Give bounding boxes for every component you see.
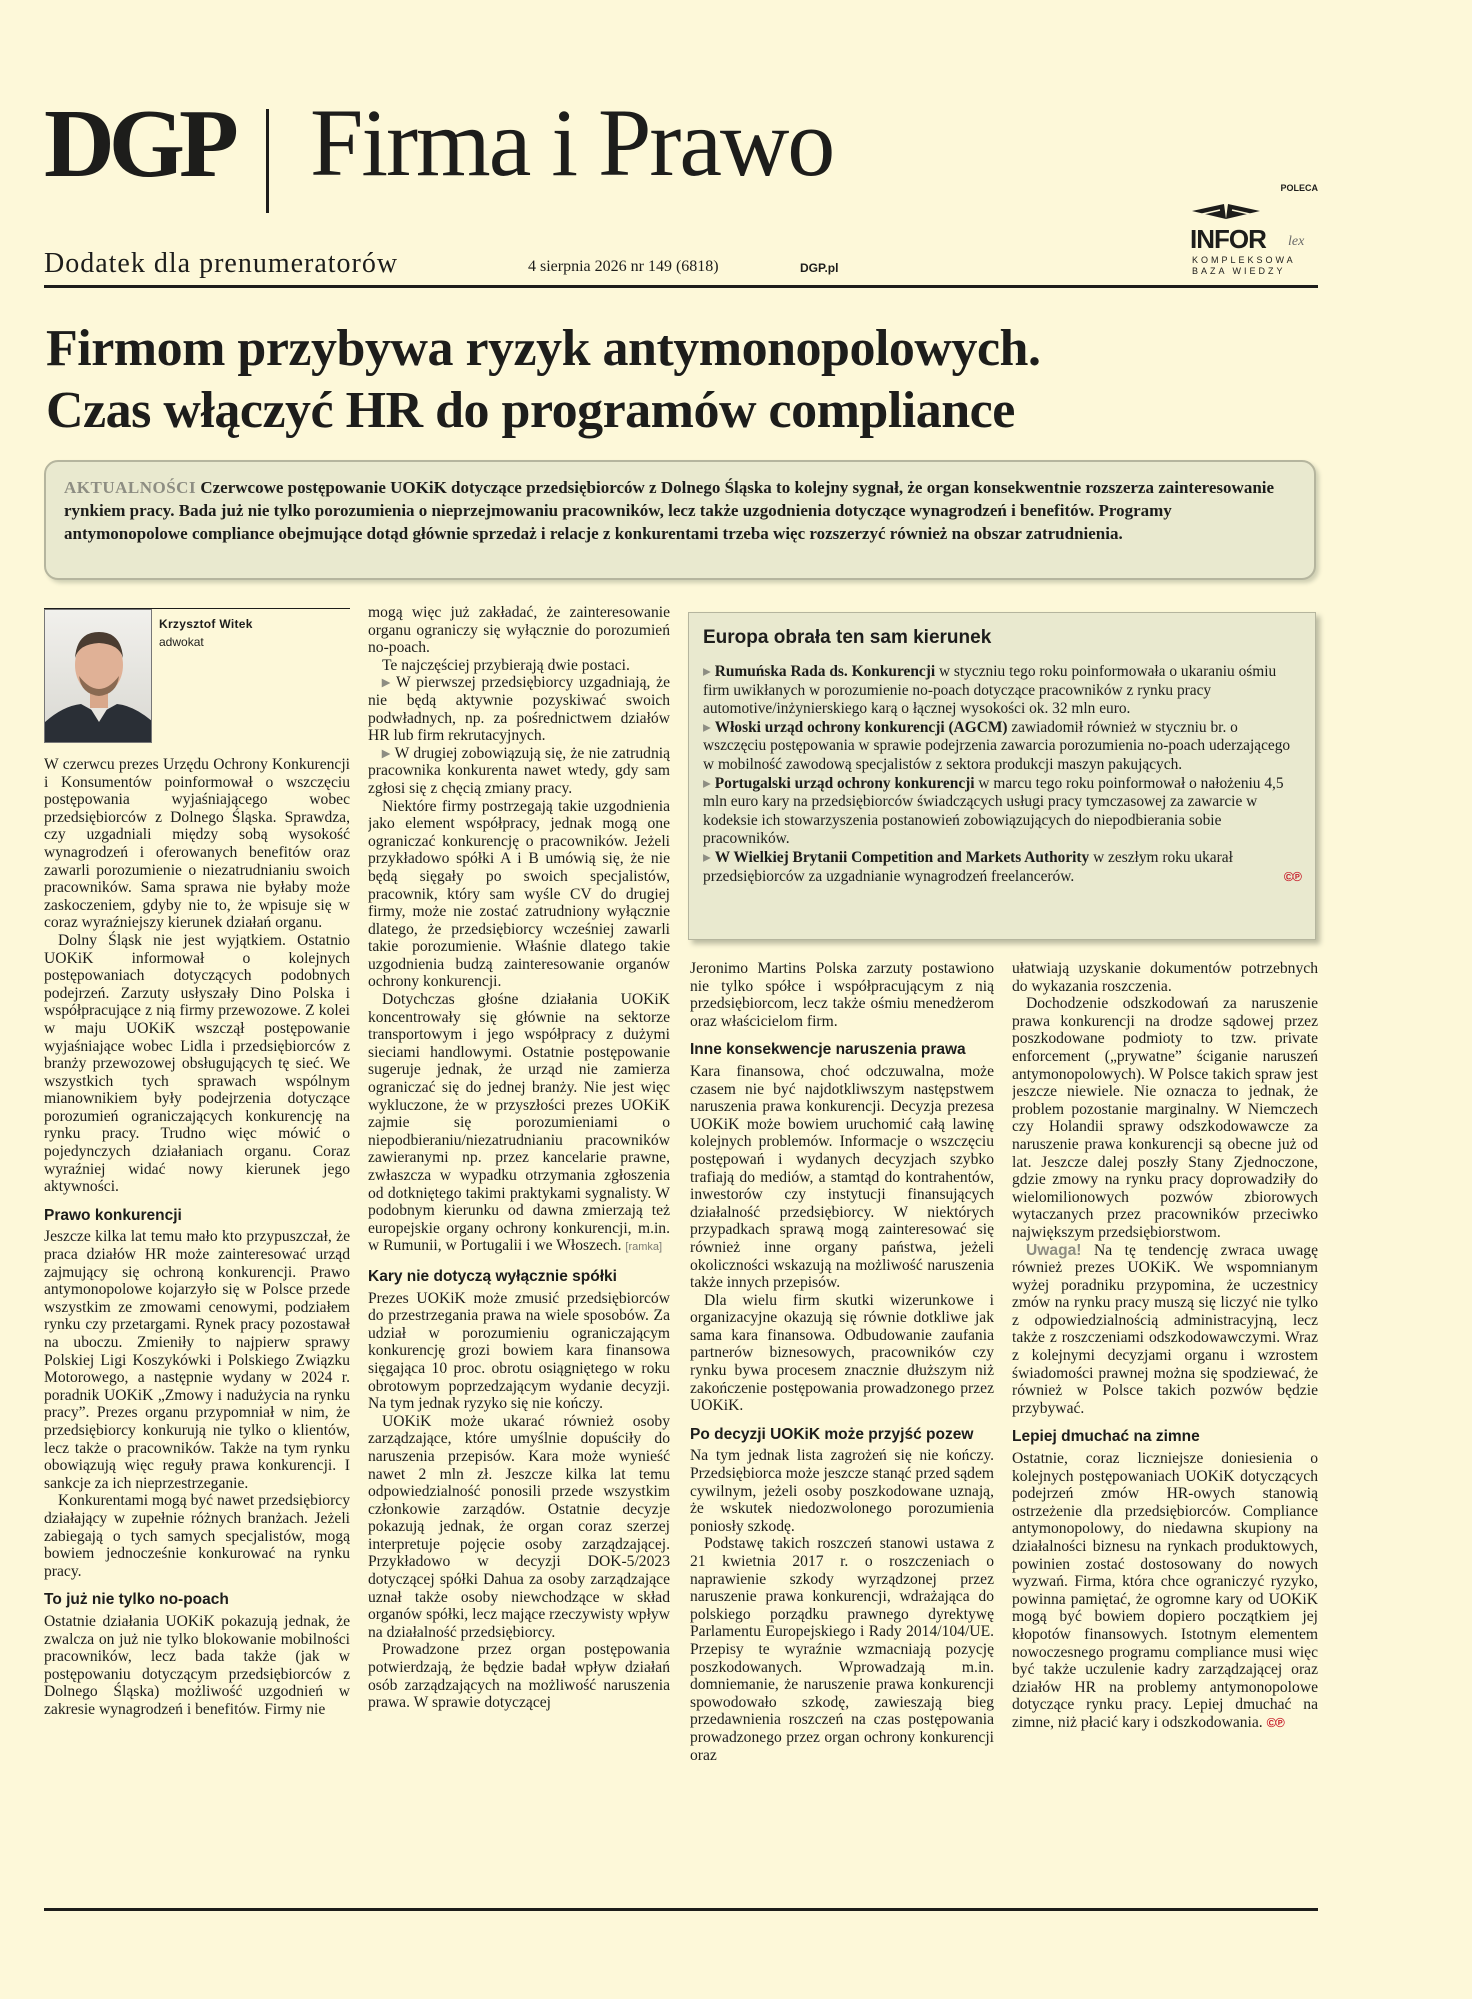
subheading: Prawo konkurencji <box>44 1206 182 1224</box>
paragraph: Ostatnie działania UOKiK pokazują jednak, że zwalcza on już nie tylko blokowanie mobilności pracowników, lecz bada także (jak w postępowaniu dotyczącym przedsiębiorców z Dolnego Śląska) możliwość uzgodnień w zakresie wynagrodzeń i benefitów. Firmy nie <box>44 1612 350 1718</box>
paragraph: Kara finansowa, choć odczuwalna, może czasem nie być najdotkliwszym następstwem naruszenia prawa konkurencji. Decyzja prezesa UOKiK może bowiem uruchomić całą lawinę kolejnych problemów. Informacje o wszczęciu postępowań i wydanych decyzjach szybko trafiają do mediów, a stamtąd do kontrahentów, inwestorów czy instytucji finansujących działalność przedsiębiorcy. W niektórych przypadkach sprawą mogą zainteresować się również inne organy państwa, jeżeli okoliczności wskazują na możliwość naruszenia także innych przepisów. <box>690 1062 994 1292</box>
paragraph: Podstawę takich roszczeń stanowi ustawa z 21 kwietnia 2017 r. o roszczeniach o naprawienie szkody wyrządzonej przez naruszenie prawa konkurencji, wdrażająca do polskiego porządku prawnego dyrektywę Parlamentu Europejskiego i Rady 2014/104/UE. Przepisy te wyraźnie wzmacniają pozycję poszkodowanych. Wprowadzają m.in. domniemanie, że naruszenie prawa konkurencji spowodowało szkodę, zawieszają bieg przedawnienia roszczeń na czas postępowania prowadzonego przez organ ochrony konkurencji oraz <box>690 1535 994 1764</box>
copyright-mark: ©℗ <box>1266 1714 1284 1730</box>
list-item <box>703 663 1301 719</box>
subheading: Po decyzji UOKiK może przyjść pozew <box>690 1425 974 1443</box>
section-title: Firma i Prawo <box>310 89 834 196</box>
author-role: adwokat <box>159 635 204 649</box>
lead-paragraph <box>64 476 1296 545</box>
headline-line-1: Firmom przybywa ryzyk antymonopolowych. <box>46 320 1041 377</box>
article-headline <box>46 318 1040 442</box>
paragraph: Jeszcze kilka lat temu mało kto przypuszczał, że praca działów HR może zainteresować urząd zajmujący się ochroną konkurencji. Prawo antymonopolowe kojarzyło się w Polsce przede wszystkim ze zmowami cenowymi, podziałem rynku czy przetargami. Rynek pracy pozostawał na uboczu. Zmieniły to najpierw sprawy Polskiej Ligi Koszykówki i Polskiego Związku Motorowego, a następnie wydany w 2024 r. poradnik UOKiK „Zmowy i nadużycia na rynku pracy”. Prezes organu przypomniał w nim, że przedsiębiorcy konkurują nie tylko o klientów, lecz także o pracowników. Także na tym rynku obowiązują więc reguły prawa konkurencji. I sankcje za ich nieprzestrzeganie. <box>44 1228 350 1492</box>
paragraph: Jeronimo Martins Polska zarzuty postawiono nie tylko spółce i współpracującym z nią przedsiębiorcom, lecz także ośmiu menedżerom oraz właścicielom firm. <box>690 960 994 1030</box>
article-column-3 <box>690 960 994 1902</box>
paragraph: Prowadzone przez organ postępowania potwierdzają, że będzie badał wpływ działań osób zarządzających na możliwość naruszenia prawa. W sprawie dotyczącej <box>368 1641 670 1712</box>
bullet-paragraph <box>368 745 670 798</box>
bullet-paragraph <box>368 674 670 744</box>
subheading: Kary nie dotyczą wyłącznie spółki <box>368 1267 617 1285</box>
masthead-rule <box>44 285 1318 288</box>
author-photo <box>44 609 152 743</box>
paragraph: Na tym jednak lista zagrożeń się nie kończy. Przedsiębiorca może jeszcze stanąć przed sądem cywilnym, jeżeli osoby poszkodowane uznają, że wskutek niedozwolonego porozumienia poniosły szkodę. <box>690 1447 994 1535</box>
list-item-text: zawiadomił również w styczniu br. o wszczęciu postępowania w sprawie podejrzenia zawarcia porozumienia no-poach uderzającego w mobilność zawodową specjalistów z sektora produkcji maszyn pakujących. <box>703 718 1291 773</box>
bullet-text: W drugiej zobowiązują się, że nie zatrudnią pracownika konkurenta nawet wtedy, gdy sam zgłosi się z chęcią zmiany pracy. <box>368 744 670 797</box>
list-item-lead: W Wielkiej Brytanii Competition and Markets Authority <box>714 848 1090 866</box>
author-block <box>44 608 350 743</box>
lead-text: Czerwcowe postępowanie UOKiK dotyczące przedsiębiorców z Dolnego Śląska to kolejny sygnał, że organ konsekwentnie rozszerza zainteresowanie rynkiem pracy. Bada już nie tylko porozumienia o nieprzejmowaniu pracowników, lecz także uzgodnienia dotyczące wynagrodzeń i benefitów. Programy antymonopolowe compliance obejmujące dotąd głównie sprzedaż i relacje z konkurentami trzeba więc rozszerzyć również na obszar zatrudnienia. <box>64 478 1275 543</box>
list-item <box>703 775 1301 849</box>
bullet-marker-icon: ▸ <box>382 674 396 692</box>
article-column-4 <box>1012 960 1318 1902</box>
paragraph: Dolny Śląsk nie jest wyjątkiem. Ostatnio UOKiK informował o kolejnych postępowaniach dotyczących podobnych podejrzeń. Zarzuty usłyszały Dino Polska i współpracujące z nią firmy przewozowe. Z kolei w maju UOKiK wszczął postępowanie wyjaśniające wobec Lidla i przedsiębiorców z branży przewozowej obsługujących tę sieć. We wszystkich tych sprawach wspólnym mianownikiem były podejrzenia dotyczące porozumień ograniczających konkurencję na rynku pracy. Trudno więc mówić o pojedynczych działaniach organu. Coraz wyraźniej widać nowy kierunek jego aktywności. <box>44 931 350 1196</box>
paragraph-text: Ostatnie, coraz liczniejsze doniesienia o kolejnych postępowaniach UOKiK dotyczących podejrzeń zmów HR-owych stanowią ostrzeżenie dla przedsiębiorców. Compliance antymonopolowy, do niedawna skupiony na działalności biznesu na rynkach produktowych, powinien zostać dostosowany do nowych wyzwań. Firma, która chce ograniczyć ryzyko, powinna pamiętać, że ogromne kary od UOKiK mogą być bowiem dopiero początkiem jej kłopotów finansowych. Istotnym elementem nowoczesnego programu compliance musi więc być także uczulenie kadry zarządzającej oraz działów HR na problemy antymonopolowe dotyczące rynku pracy. Lepiej dmuchać na zimne, niż płacić kary i odszkodowania. <box>1012 1450 1318 1731</box>
paragraph: ułatwiają uzyskanie dokumentów potrzebnych do wykazania roszczenia. <box>1012 960 1318 995</box>
author-portrait-icon <box>45 610 152 743</box>
issue-info: 4 sierpnia 2026 nr 149 (6818) <box>528 258 719 275</box>
sidebar-list <box>703 663 1301 886</box>
paragraph <box>368 991 670 1257</box>
list-item-lead: Rumuńska Rada ds. Konkurencji <box>714 663 936 680</box>
brand-logo[interactable]: DGP <box>44 90 233 198</box>
paragraph: UOKiK może ukarać również osoby zarządzające, które umyślnie dopuściły do naruszenia przepisów. Kara może wynieść nawet 2 mln zł. Jeszcze kilka lat temu odpowiedzialność ponosili przede wszystkim członkowie zarządów. Ostatnie decyzje pokazują jednak, że organ coraz szerzej interpretuje pojęcie osoby zarządzającej. Przykładowo w decyzji DOK-5/2023 dotyczącej spółki Dahua za osoby zarządzające uznał także osoby niewchodzące w skład organów spółki, lecz mające rzeczywisty wpływ na działalność przedsiębiorcy. <box>368 1412 670 1641</box>
infor-tagline-2: BAZA WIEDZY <box>1192 266 1286 276</box>
paragraph: Dla wielu firm skutki wizerunkowe i organizacyjne okazują się równie dotkliwe jak sama kara finansowa. Odbudowanie zaufania partnerów biznesowych, pracowników czy rynku bywa procesem znacznie dłuższym niż zakończenie postępowania prowadzonego przez UOKiK. <box>690 1291 994 1415</box>
sidebar-title: Europa obrała ten sam kierunek <box>703 627 992 648</box>
author-name: Krzysztof Witek <box>159 617 253 631</box>
list-item-lead: Włoski urząd ochrony konkurencji (AGCM) <box>714 718 1008 736</box>
sidebar-box-europe <box>688 612 1316 940</box>
infor-tagline-1: KOMPLEKSOWA <box>1192 255 1296 265</box>
infor-tagline <box>1192 255 1296 277</box>
subheading: To już nie tylko no-poach <box>44 1591 229 1609</box>
site-link[interactable]: DGP.pl <box>800 261 839 275</box>
infor-lex: lex <box>1288 234 1305 249</box>
paragraph: Konkurentami mogą być nawet przedsiębiorcy działający w zupełnie różnych branżach. Jeżeli zabiegają o tych samych specjalistów, mogą bowiem jednocześnie konkurować na rynku pracy. <box>44 1492 350 1580</box>
list-item-lead: Portugalski urząd ochrony konkurencji <box>714 774 975 792</box>
uwaga-label: Uwaga! <box>1026 1241 1082 1259</box>
page-bottom-rule <box>44 1908 1318 1911</box>
paragraph <box>1012 1242 1318 1418</box>
paragraph-text: Na tę tendencję zwraca uwagę również prezes UOKiK. We wspomnianym wyżej poradniku przypomina, że uczestnicy zmów na rynku pracy muszą się liczyć nie tylko z odpowiedzialnością administracyjną, lecz także z roszczeniami odszkodowawczymi. Wraz z kolejnymi decyzjami organu i wzrostem świadomości prawnej można się spodziewać, że również w Polsce takich pozwów będzie przybywać. <box>1012 1241 1318 1417</box>
bullet-marker-icon: ▸ <box>382 744 395 762</box>
subheading: Inne konsekwencje naruszenia prawa <box>690 1041 966 1059</box>
list-item <box>703 719 1301 775</box>
bullet-text: W pierwszej przedsiębiorcy uzgadniają, że nie będą aktywnie pozyskiwać swoich podwładnych, np. za pośrednictwem działów HR lub firm rekrutacyjnych. <box>368 674 670 745</box>
list-item-text: w marcu tego roku poinformował o nałożeniu 4,5 mln euro kary na przedsiębiorców świadczących usługi pracy tymczasowej za zawarcie w kodeksie ich stowarzyszenia postanowień zobowiązujących do niepodbierania sobie pracowników. <box>703 774 1284 848</box>
headline-line-2: Czas włączyć HR do programów compliance <box>46 382 1015 439</box>
paragraph: W czerwcu prezes Urzędu Ochrony Konkurencji i Konsumentów poinformował o wszczęciu postępowania wyjaśniającego wobec przedsiębiorców z Dolnego Śląska. Sprawdza, czy uzgadniali między sobą wysokość wynagrodzeń i oferowanych benefitów oraz zawarli porozumienie o niezatrudnianiu swoich pracowników. Sama sprawa nie byłaby może zaskoczeniem, gdyby nie to, że wpisuje się w coraz wyraźniejszy kierunek działań organu. <box>44 756 350 932</box>
article-column-1 <box>44 756 350 1902</box>
lead-kicker: AKTUALNOŚCI <box>64 478 197 497</box>
infor-poleca: POLECA <box>1280 183 1318 193</box>
supplement-subtitle: Dodatek dla prenumeratorów <box>44 248 399 279</box>
list-item-text: w styczniu tego roku poinformowała o ukaraniu ośmiu firm uwikłanych w porozumienie no-poach dotyczące pracowników z rynku pracy automotive/inżynierskiego karą o łącznej wysokości ok. 32 mln euro. <box>703 663 1277 718</box>
paragraph: mogą więc już zakładać, że zainteresowanie organu ograniczy się wyłącznie do porozumień no-poach. <box>368 604 670 657</box>
paragraph: Niektóre firmy postrzegają takie uzgodnienia jako element współpracy, jednak mogą one ograniczać konkurencję o pracowników. Jeżeli przykładowo spółki A i B umówią się, że nie będą sięgały po swoich specjalistów, pracownik, który sam wyśle CV do drugiej firmy, może nie zostać zatrudniony wyłącznie dlatego, że przedsiębiorcy wcześniej zawarli takie porozumienie. Właśnie dlatego takie uzgodnienia budzą zainteresowanie organów ochrony konkurencji. <box>368 797 670 991</box>
paragraph <box>1012 1450 1318 1732</box>
infor-logo[interactable] <box>1186 183 1326 281</box>
paragraph: Te najczęściej przybierają dwie postaci. <box>382 656 630 674</box>
masthead-divider <box>266 109 269 213</box>
list-item <box>703 849 1301 886</box>
infor-name: INFOR <box>1190 224 1266 254</box>
paragraph-text: Dotychczas głośne działania UOKiK koncentrowały się głównie na sektorze transportowym i jego współpracy z dużymi sieciami handlowymi. Ostatnie postępowanie sugeruje jednak, że urząd nie zamierza ograniczać się do jednej branży. Nie jest więc wykluczone, że w przyszłości prezes UOKiK zajmie się porozumieniami o niepodbieraniu/niezatrudnianiu pracowników zawieranymi np. przez kancelarie prawne, zwłaszcza w wypadku otrzymania zgłoszenia od dotkniętego takimi praktykami sygnalisty. W podobnym kierunku od dawna zmierzają też europejskie organy ochrony konkurencji, m.in. w Rumunii, w Portugalii i we Włoszech. <box>368 991 670 1255</box>
paragraph: Prezes UOKiK może zmusić przedsiębiorców do przestrzegania prawa na wiele sposobów. Za udział w porozumieniu ograniczającym konkurencję grozi bowiem kara finansowa sięgająca 10 proc. obrotu osiągniętego w roku obrotowym poprzedzającym wydanie decyzji. Na tym jednak ryzyko się nie kończy. <box>368 1289 670 1413</box>
article-column-2 <box>368 604 670 1902</box>
paragraph: Dochodzenie odszkodowań za naruszenie prawa konkurencji na drodze sądowej przez poszkodowane podmioty to tzw. private enforcement („prywatne” ściganie naruszeń antymonopolowych). W Polsce takich spraw jest jeszcze niewiele. Nie oznacza to jednak, że problem pozostanie marginalny. W Niemczech czy Holandii sprawy odszkodowawcze za naruszenie prawa konkurencji są obecne już od lat. Jeszcze dalej poszły Stany Zjednoczone, gdzie zmowy na rynku pracy doprowadziły do wielomilionowych pozwów zbiorowych wytaczanych przez pracowników przeciwko największym przedsiębiorstwom. <box>1012 995 1318 1241</box>
masthead <box>44 89 1318 225</box>
infor-wings-icon <box>1190 201 1262 223</box>
subheading: Lepiej dmuchać na zimne <box>1012 1428 1200 1446</box>
copyright-mark: ©℗ <box>1283 868 1301 884</box>
list-item-text: w zeszłym roku ukarał przedsiębiorców za uzgadnianie wynagrodzeń freelancerów. <box>703 848 1233 885</box>
ramka-reference[interactable]: [ramka] <box>625 1241 663 1254</box>
lead-box <box>44 460 1316 580</box>
